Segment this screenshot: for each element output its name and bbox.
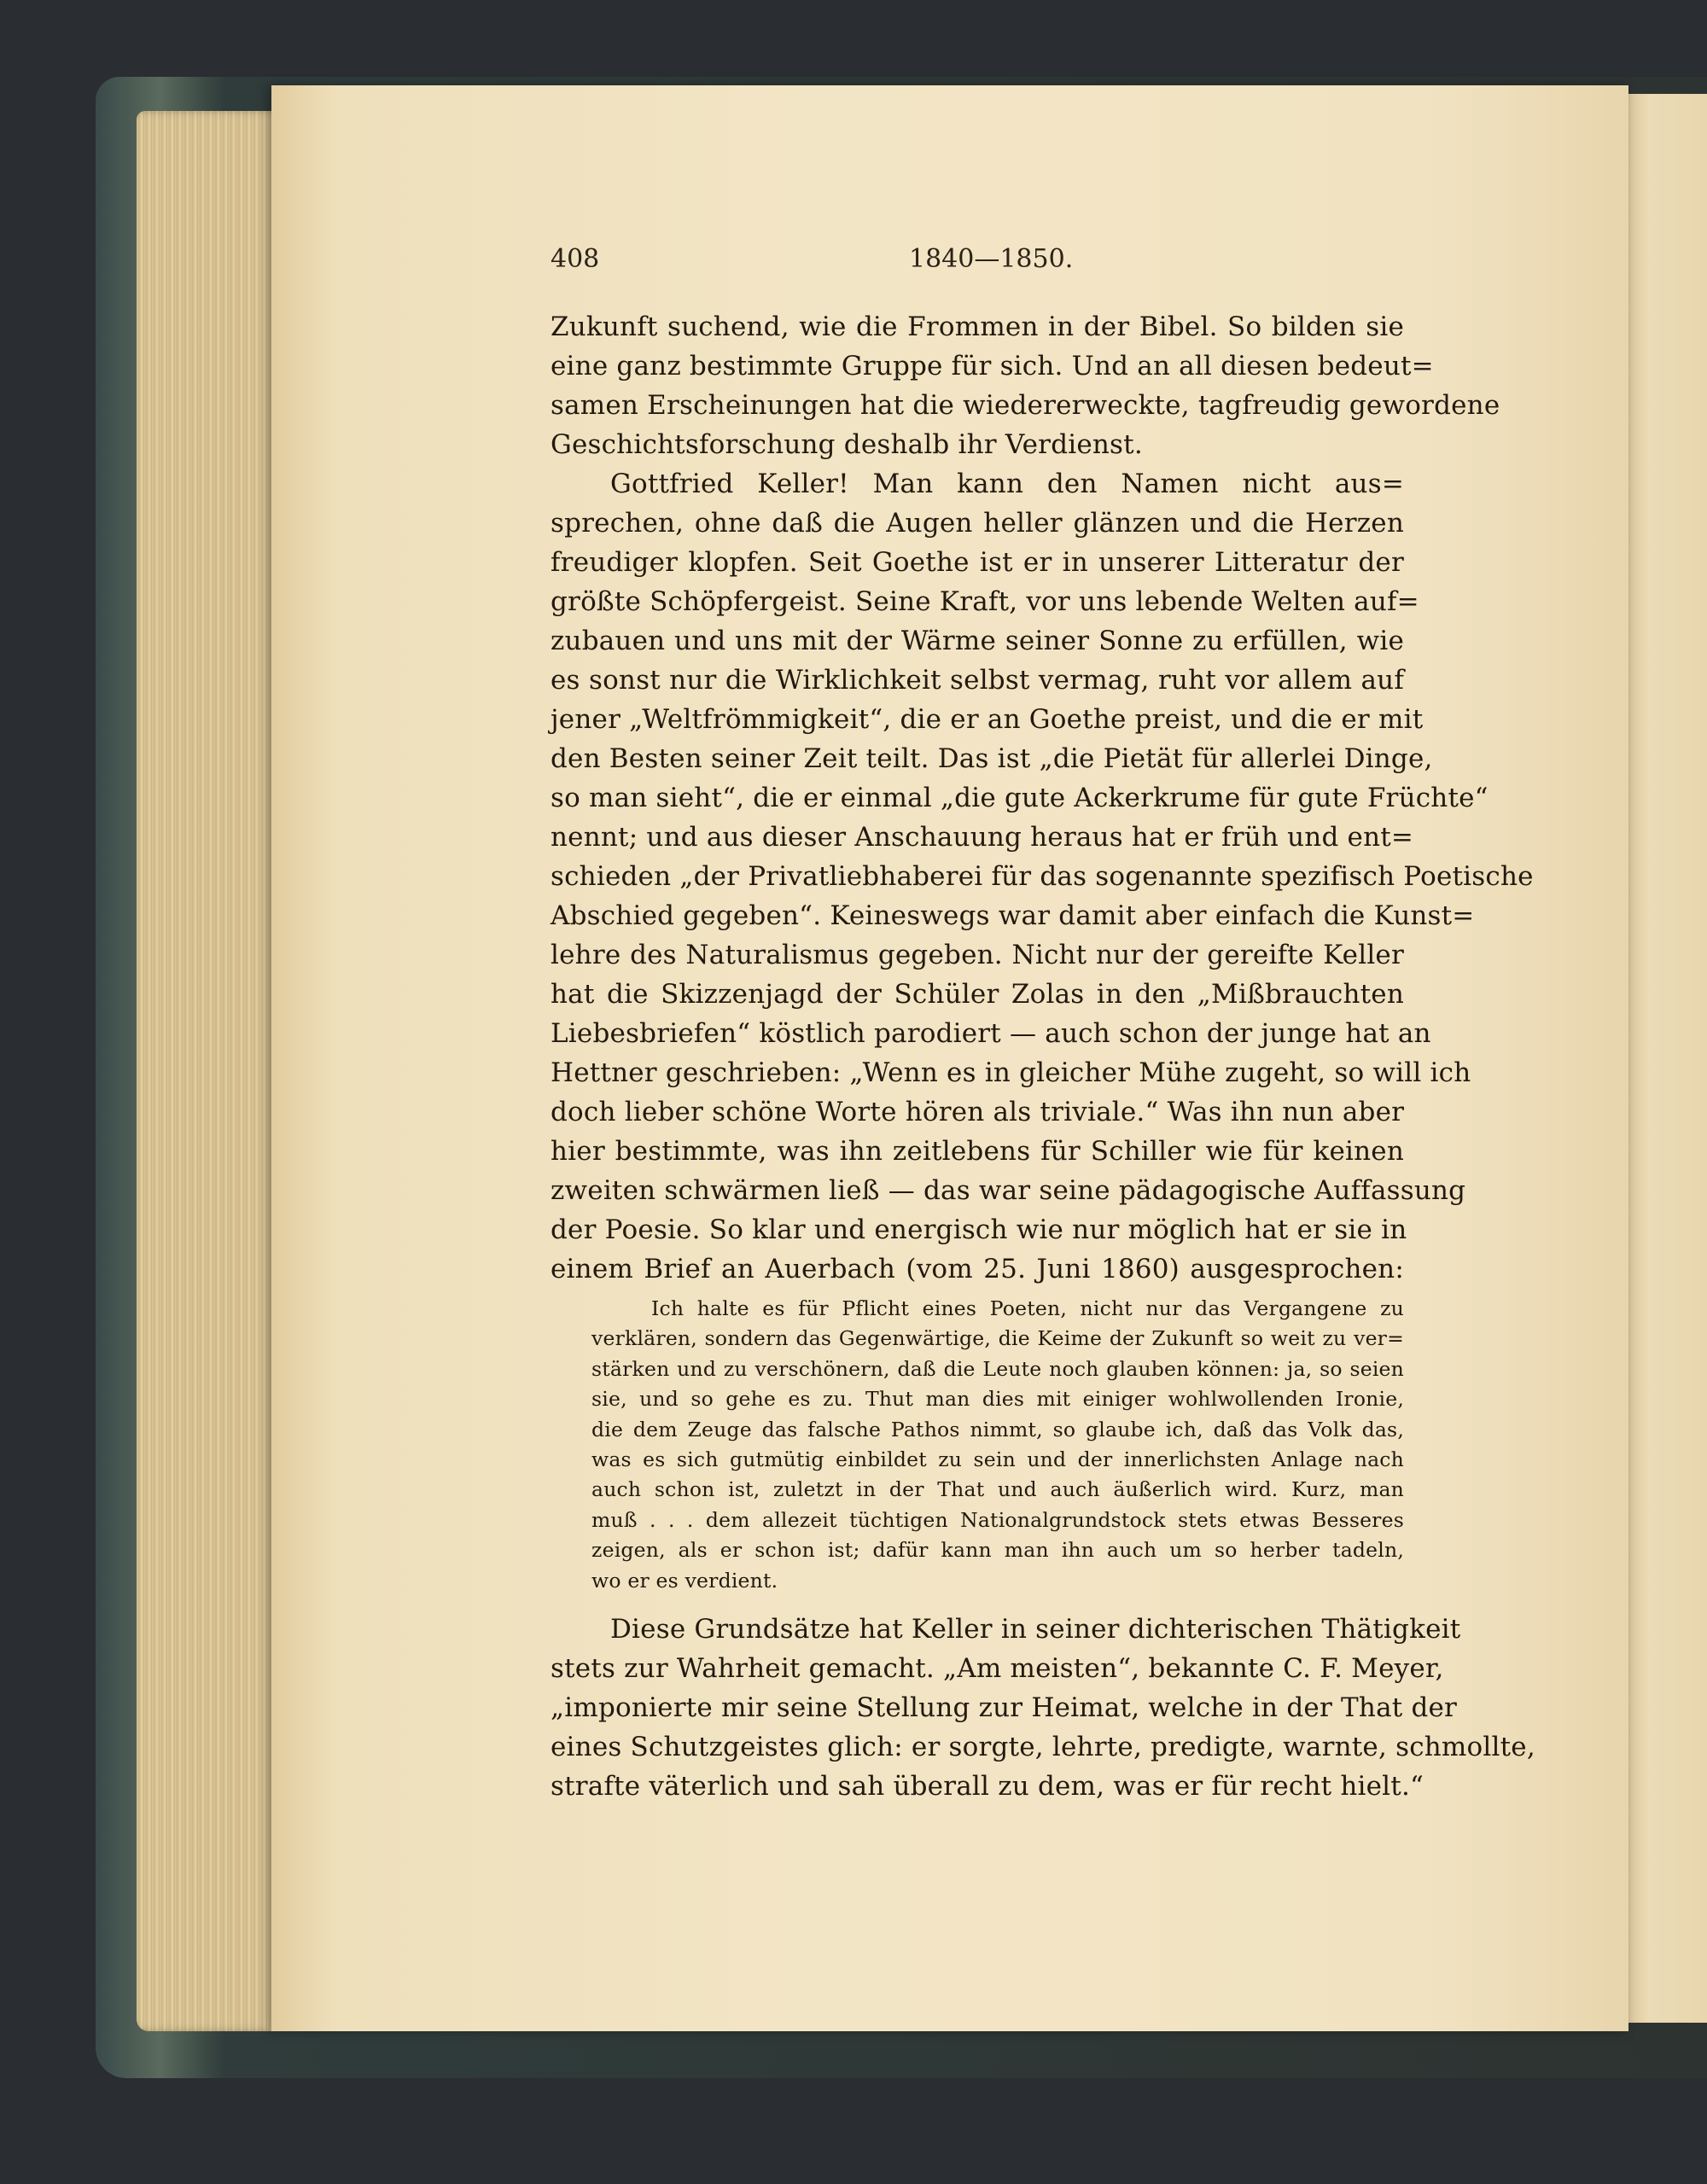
- text-line: „imponierte mir seine Stellung zur Heimat, welche in der That der: [551, 1692, 1458, 1723]
- text-line: nennt; und aus dieser Anschauung heraus hat er früh und ent=: [551, 822, 1414, 853]
- text-line: so man sieht“, die er einmal „die gute Ackerkrume für gute Früchte“: [551, 783, 1489, 813]
- quote-line: was es sich gutmütig einbildet zu sein und der innerlichsten Anlage nach: [591, 1447, 1404, 1471]
- text-line: es sonst nur die Wirklichkeit selbst vermag, ruht vor allem auf: [551, 665, 1404, 696]
- text-line: hat die Skizzenjagd der Schüler Zolas in den „Mißbrauchten: [551, 979, 1404, 1010]
- facing-page-edge: [1622, 94, 1707, 2023]
- text-line: schieden „der Privatliebhaberei für das sogenannte spezifisch Poetische: [551, 861, 1534, 892]
- text-line: Liebesbriefen“ köstlich parodiert — auch schon der junge hat an: [551, 1018, 1431, 1049]
- quote-line: Ich halte es für Pflicht eines Poeten, nicht nur das Vergangene zu: [651, 1296, 1404, 1320]
- quote-line: stärken und zu verschönern, daß die Leute noch glauben können: ja, so seien: [591, 1356, 1404, 1381]
- quote-line: sie, und so gehe es zu. Thut man dies mit einiger wohlwollenden Ironie,: [591, 1387, 1404, 1412]
- text-line: samen Erscheinungen hat die wiedererweckte, tagfreudig gewordene: [551, 390, 1500, 421]
- text-line: Diese Grundsätze hat Keller in seiner dichterischen Thätigkeit: [610, 1613, 1461, 1645]
- quote-line: wo er es verdient.: [591, 1568, 778, 1593]
- quote-line: auch schon ist, zuletzt in der That und auch äußerlich wird. Kurz, man: [591, 1477, 1404, 1502]
- block-quote: [591, 1294, 1404, 1596]
- text-line: Geschichtsforschung deshalb ihr Verdienst.: [551, 429, 1143, 460]
- text-line: Abschied gegeben“. Keineswegs war damit aber einfach die Kunst=: [551, 900, 1475, 931]
- text-line: zweiten schwärmen ließ — das war seine pädagogische Auffassung: [551, 1175, 1466, 1206]
- page-number: 408: [551, 244, 600, 274]
- text-line: stets zur Wahrheit gemacht. „Am meisten“, bekannte C. F. Meyer,: [551, 1652, 1444, 1684]
- text-line: zubauen und uns mit der Wärme seiner Sonne zu erfüllen, wie: [551, 626, 1404, 656]
- quote-line: zeigen, als er schon ist; dafür kann man ihn auch um so herber tadeln,: [591, 1538, 1404, 1563]
- text-line: Hettner geschrieben: „Wenn es in gleicher Mühe zugeht, so will ich: [551, 1057, 1471, 1088]
- running-head: [551, 244, 1131, 283]
- text-line: lehre des Naturalismus gegeben. Nicht nur der gereifte Keller: [551, 940, 1404, 970]
- text-line: größte Schöpfergeist. Seine Kraft, vor uns lebende Welten auf=: [551, 586, 1419, 617]
- running-title: 1840—1850.: [909, 244, 1074, 274]
- body-text: [551, 307, 1535, 1806]
- quote-line: muß . . . dem allezeit tüchtigen Nationalgrundstock stets etwas Besseres: [591, 1507, 1404, 1532]
- page-edges: [137, 111, 286, 2031]
- text-line: der Poesie. So klar und energisch wie nur möglich hat er sie in: [551, 1214, 1407, 1245]
- text-line: doch lieber schöne Worte hören als triviale.“ Was ihn nun aber: [551, 1097, 1405, 1127]
- text-line: einem Brief an Auerbach (vom 25. Juni 1860) ausgesprochen:: [551, 1254, 1404, 1284]
- quote-line: die dem Zeuge das falsche Pathos nimmt, so glaube ich, daß das Volk das,: [591, 1417, 1404, 1441]
- closing-paragraph: [551, 1610, 1535, 1806]
- quote-line: verklären, sondern das Gegenwärtige, die Keime der Zukunft so weit zu ver=: [591, 1326, 1404, 1351]
- text-line: jener „Weltfrömmigkeit“, die er an Goethe preist, und die er mit: [551, 704, 1424, 735]
- text-line: eines Schutzgeistes glich: er sorgte, lehrte, predigte, warnte, schmollte,: [551, 1731, 1535, 1762]
- text-line: freudiger klopfen. Seit Goethe ist er in unserer Litteratur der: [551, 547, 1404, 578]
- text-line: strafte väterlich und sah überall zu dem, was er für recht hielt.“: [551, 1770, 1424, 1802]
- text-line: Zukunft suchend, wie die Frommen in der Bibel. So bilden sie: [551, 312, 1404, 342]
- text-line: Gottfried Keller! Man kann den Namen nicht aus=: [610, 469, 1404, 499]
- text-line: sprechen, ohne daß die Augen heller glänzen und die Herzen: [551, 508, 1404, 539]
- text-line: hier bestimmte, was ihn zeitlebens für Schiller wie für keinen: [551, 1136, 1404, 1167]
- text-line: den Besten seiner Zeit teilt. Das ist „die Pietät für allerlei Dinge,: [551, 743, 1433, 774]
- text-line: eine ganz bestimmte Gruppe für sich. Und an all diesen bedeut=: [551, 351, 1434, 381]
